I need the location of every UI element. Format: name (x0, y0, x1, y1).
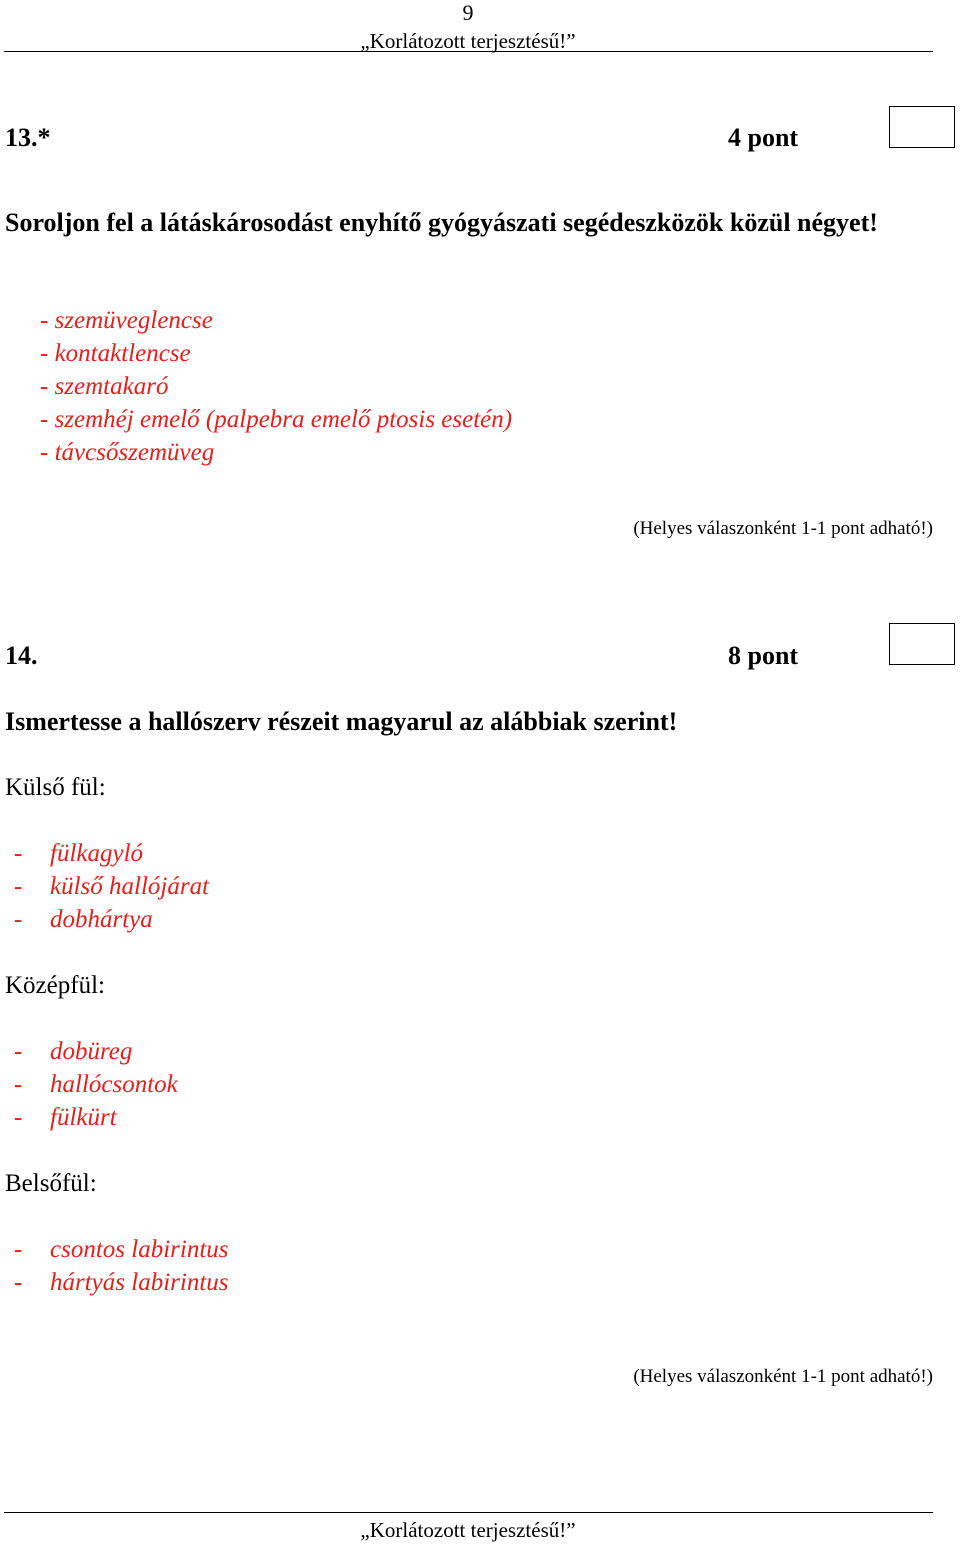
list-dash: - (14, 906, 23, 933)
inner-ear-answer (14, 1233, 229, 1266)
middle-ear-answer (14, 1035, 178, 1068)
answer-text: hallócsontok (50, 1071, 178, 1098)
answer-text: hártyás labirintus (50, 1269, 229, 1296)
header-rule (4, 51, 933, 52)
inner-ear-answer (14, 1266, 229, 1299)
outer-ear-answer-list (14, 837, 209, 936)
answer-text: fülkürt (50, 1104, 117, 1131)
question-14-scoring-note: (Helyes válaszonként 1-1 pont adható!) (633, 1366, 933, 1387)
question-13-scoring-note: (Helyes válaszonként 1-1 pont adható!) (633, 518, 933, 539)
question-13-score-box[interactable] (889, 106, 955, 148)
outer-ear-answer (14, 870, 209, 903)
middle-ear-answer (14, 1068, 178, 1101)
question-13-answer: - szemhéj emelő (palpebra emelő ptosis esetén) (40, 406, 513, 433)
answer-text: dobhártya (50, 906, 153, 933)
inner-ear-answer-list (14, 1233, 229, 1299)
header-distribution-notice: „Korlátozott terjesztésű!” (360, 29, 576, 53)
middle-ear-answer (14, 1101, 178, 1134)
question-14-score-box[interactable] (889, 623, 955, 665)
list-dash: - (14, 1104, 23, 1131)
list-dash: - (14, 840, 23, 867)
question-13-number: 13.* (5, 123, 51, 152)
answer-text: csontos labirintus (50, 1236, 229, 1263)
list-dash: - (14, 1236, 23, 1263)
question-13-answer: - távcsőszemüveg (40, 439, 215, 466)
question-14-number: 14. (5, 641, 38, 670)
question-14-text: Ismertesse a hallószerv részeit magyarul az alábbiak szerint! (5, 707, 678, 736)
list-dash: - (14, 1269, 23, 1296)
outer-ear-answer (14, 903, 209, 936)
outer-ear-answer (14, 837, 209, 870)
list-dash: - (14, 1038, 23, 1065)
footer-rule (4, 1512, 933, 1513)
list-dash: - (14, 873, 23, 900)
answer-text: fülkagyló (50, 840, 144, 867)
footer-distribution-notice: „Korlátozott terjesztésű!” (360, 1518, 576, 1542)
question-13-answer: - szemtakaró (40, 373, 169, 400)
question-14-points: 8 pont (728, 641, 799, 670)
section-label-outer-ear: Külső fül: (5, 774, 106, 801)
list-dash: - (14, 1071, 23, 1098)
section-label-middle-ear: Középfül: (5, 972, 105, 999)
answer-text: dobüreg (50, 1038, 133, 1065)
answer-text: külső hallójárat (50, 873, 210, 900)
page-number: 9 (462, 0, 474, 25)
section-label-inner-ear: Belsőfül: (5, 1170, 97, 1197)
middle-ear-answer-list (14, 1035, 178, 1134)
question-13-answer: - kontaktlencse (40, 340, 191, 367)
question-13-answer: - szemüveglencse (40, 307, 213, 334)
question-13-points: 4 pont (728, 123, 799, 152)
question-13-text: Soroljon fel a látáskárosodást enyhítő gyógyászati segédeszközök közül négyet! (5, 208, 878, 237)
question-13-answer-list (40, 304, 512, 469)
